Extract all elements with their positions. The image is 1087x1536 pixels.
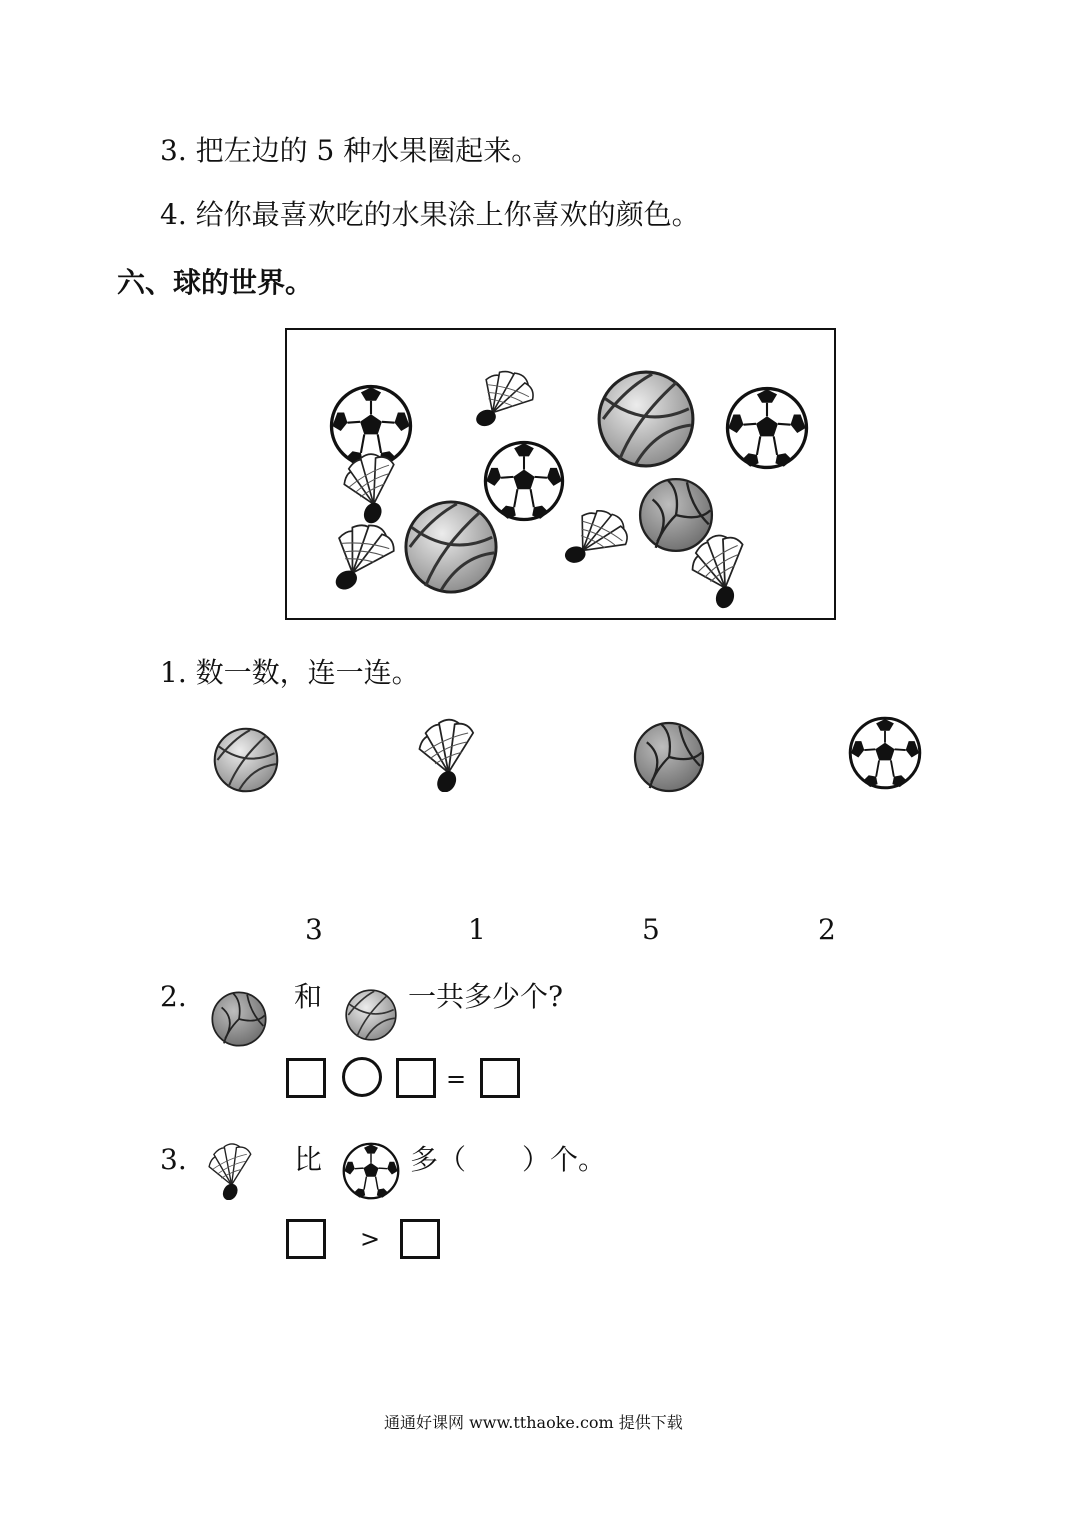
instruction-item-3: 3. 把左边的 5 种水果圈起来。 bbox=[160, 134, 540, 167]
count-number: 5 bbox=[642, 913, 660, 946]
shuttlecock-icon bbox=[330, 520, 398, 601]
soccer-ball-icon bbox=[848, 716, 922, 790]
answer-box[interactable] bbox=[480, 1058, 520, 1098]
q3-number: 3. bbox=[160, 1143, 187, 1176]
shuttlecock-icon bbox=[418, 712, 498, 792]
basketball-icon bbox=[212, 726, 280, 794]
section-title: 六、球的世界。 bbox=[117, 266, 314, 299]
q1-label: 1. 数一数，连一连。 bbox=[160, 656, 420, 689]
q2-number: 2. bbox=[160, 980, 187, 1013]
volleyball-icon bbox=[210, 990, 268, 1048]
answer-box[interactable] bbox=[396, 1058, 436, 1098]
operator-circle[interactable] bbox=[342, 1057, 382, 1097]
soccer-ball-icon bbox=[485, 442, 562, 519]
q2-question: 一共多少个? bbox=[408, 980, 564, 1013]
answer-box[interactable] bbox=[286, 1058, 326, 1098]
basketball-icon bbox=[344, 988, 398, 1042]
answer-box[interactable] bbox=[400, 1219, 440, 1259]
instruction-item-4: 4. 给你最喜欢吃的水果涂上你喜欢的颜色。 bbox=[160, 198, 700, 231]
count-number: 1 bbox=[468, 913, 486, 946]
q3-more: 多（ ）个。 bbox=[410, 1143, 607, 1176]
answer-box[interactable] bbox=[286, 1219, 326, 1259]
q2-and: 和 bbox=[294, 980, 323, 1013]
equals-sign: = bbox=[446, 1065, 467, 1093]
count-number: 2 bbox=[818, 913, 836, 946]
ball-scene bbox=[285, 328, 836, 620]
shuttlecock-icon bbox=[470, 364, 540, 442]
shuttlecock-icon bbox=[206, 1138, 272, 1200]
count-number: 3 bbox=[305, 913, 323, 946]
basketball-icon bbox=[406, 502, 496, 592]
basketball-icon bbox=[599, 372, 693, 466]
footer-text: 通通好课网 www.tthaoke.com 提供下载 bbox=[384, 1413, 683, 1432]
greater-than-sign: > bbox=[360, 1225, 381, 1253]
soccer-ball-icon bbox=[342, 1142, 400, 1200]
volleyball-icon bbox=[640, 479, 712, 551]
shuttlecock-icon bbox=[557, 501, 635, 585]
soccer-ball-icon bbox=[728, 389, 807, 468]
volleyball-icon bbox=[632, 720, 706, 794]
q3-than: 比 bbox=[294, 1143, 323, 1176]
